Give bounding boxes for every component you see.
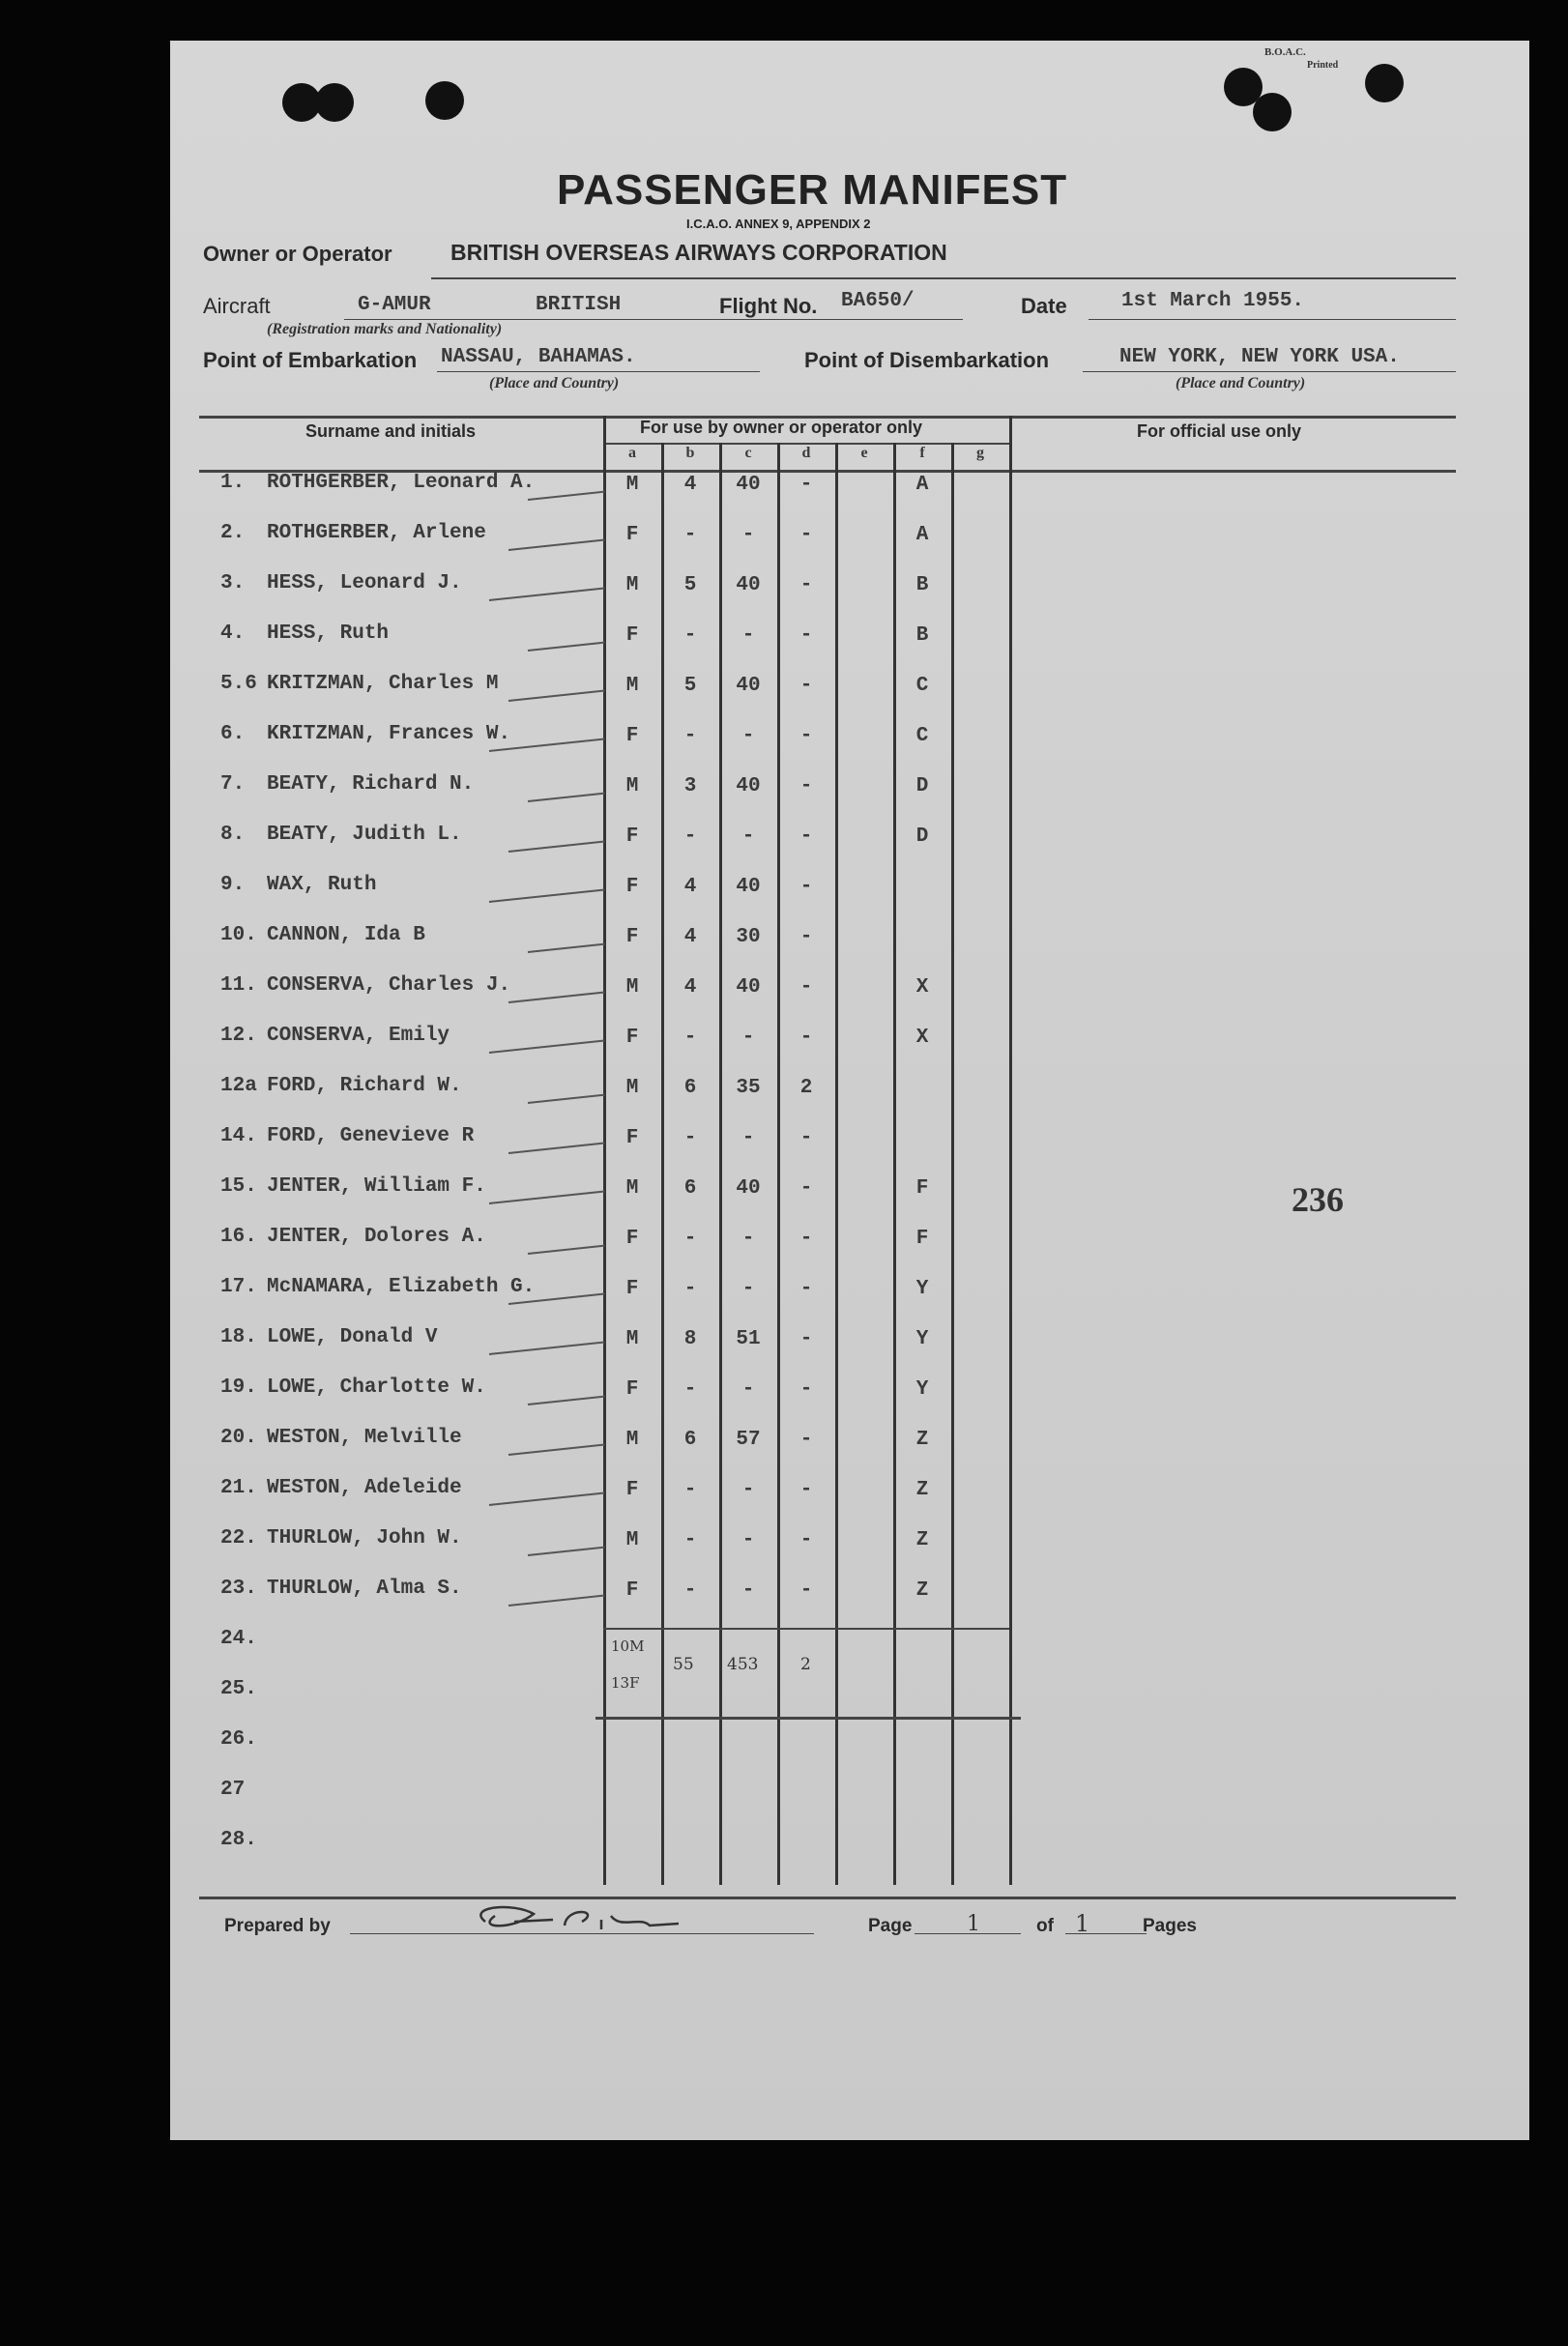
date-underline xyxy=(1089,319,1456,320)
cell-a: M xyxy=(625,976,639,999)
aircraft-label: Aircraft xyxy=(203,294,271,318)
cell-c: 30 xyxy=(736,926,761,948)
aircraft-underline xyxy=(344,319,866,320)
cell-b: 8 xyxy=(683,1328,697,1350)
cell-d: - xyxy=(799,825,813,848)
cell-f: X xyxy=(915,976,929,999)
cell-f: Z xyxy=(915,1479,929,1501)
total-males: 10M xyxy=(611,1637,645,1655)
flight-value: BA650/ xyxy=(841,290,915,312)
table-col-line xyxy=(777,443,780,1885)
cell-c: - xyxy=(741,825,755,848)
cell-a: F xyxy=(625,1027,639,1049)
check-stroke xyxy=(489,1341,605,1355)
check-stroke xyxy=(528,1396,605,1405)
punch-hole-2 xyxy=(315,83,354,122)
cell-c: - xyxy=(741,1278,755,1300)
cell-d: - xyxy=(799,1127,813,1149)
owner-value: BRITISH OVERSEAS AIRWAYS CORPORATION xyxy=(450,240,947,265)
check-stroke xyxy=(508,690,605,702)
sub-col-c: c xyxy=(744,445,752,461)
cell-c: 40 xyxy=(736,1177,761,1200)
cell-c: - xyxy=(741,1579,755,1602)
row-number: 9. xyxy=(220,874,246,896)
passenger-name: WESTON, Melville xyxy=(267,1427,462,1449)
cell-c: 40 xyxy=(736,775,761,797)
sub-col-g: g xyxy=(976,445,984,461)
table-col-line xyxy=(1009,416,1012,1885)
passenger-name: FORD, Genevieve R xyxy=(267,1125,475,1147)
cell-f: F xyxy=(915,1228,929,1250)
row-number: 8. xyxy=(220,824,246,846)
cell-f: C xyxy=(915,675,929,697)
cell-b: - xyxy=(683,725,697,747)
cell-c: - xyxy=(741,524,755,546)
check-stroke xyxy=(528,1245,605,1255)
check-stroke xyxy=(528,793,605,802)
disembarkation-hint: (Place and Country) xyxy=(1176,375,1306,391)
table-col-line xyxy=(661,443,664,1885)
passenger-name: LOWE, Donald V xyxy=(267,1326,438,1348)
date-value: 1st March 1955. xyxy=(1121,290,1305,312)
cell-d: - xyxy=(799,926,813,948)
cell-f: B xyxy=(915,574,929,596)
cell-a: F xyxy=(625,825,639,848)
pages-value: 1 xyxy=(1075,1910,1090,1937)
pages-label: Pages xyxy=(1143,1916,1197,1936)
cell-d: - xyxy=(799,775,813,797)
cell-c: 40 xyxy=(736,574,761,596)
passenger-name: ROTHGERBER, Arlene xyxy=(267,522,486,544)
passenger-name: McNAMARA, Elizabeth G. xyxy=(267,1276,536,1298)
page-label: Page xyxy=(868,1916,913,1936)
cell-f: Z xyxy=(915,1429,929,1451)
passenger-name: KRITZMAN, Charles M xyxy=(267,673,499,695)
cell-a: M xyxy=(625,474,639,496)
sub-col-d: d xyxy=(801,445,811,461)
corner-note: B.O.A.C. xyxy=(1264,46,1306,58)
cell-b: - xyxy=(683,1479,697,1501)
passenger-name: FORD, Richard W. xyxy=(267,1075,462,1097)
cell-b: - xyxy=(683,1579,697,1602)
cell-b: - xyxy=(683,1228,697,1250)
cell-d: - xyxy=(799,624,813,647)
passenger-name: WAX, Ruth xyxy=(267,874,377,896)
row-number: 4. xyxy=(220,623,246,645)
cell-d: - xyxy=(799,1429,813,1451)
cell-b: 4 xyxy=(683,976,697,999)
total-females: 13F xyxy=(611,1674,640,1692)
total-d: 2 xyxy=(800,1655,811,1674)
table-col-line xyxy=(719,443,722,1885)
row-number: 24. xyxy=(220,1628,257,1650)
cell-a: F xyxy=(625,725,639,747)
cell-c: - xyxy=(741,1228,755,1250)
cell-b: - xyxy=(683,524,697,546)
passenger-name: ROTHGERBER, Leonard A. xyxy=(267,472,536,494)
cell-c: - xyxy=(741,1027,755,1049)
cell-b: 5 xyxy=(683,574,697,596)
cell-a: F xyxy=(625,1127,639,1149)
cell-b: - xyxy=(683,1278,697,1300)
cell-a: F xyxy=(625,1228,639,1250)
check-stroke xyxy=(528,943,605,953)
row-number: 19. xyxy=(220,1376,257,1399)
cell-b: - xyxy=(683,1529,697,1551)
cell-b: 3 xyxy=(683,775,697,797)
cell-a: F xyxy=(625,624,639,647)
cell-a: F xyxy=(625,926,639,948)
passenger-name: JENTER, William F. xyxy=(267,1175,486,1198)
row-number: 12. xyxy=(220,1025,257,1047)
passenger-name: CONSERVA, Emily xyxy=(267,1025,450,1047)
check-stroke xyxy=(489,587,605,601)
row-number: 18. xyxy=(220,1326,257,1348)
row-number: 17. xyxy=(220,1276,257,1298)
embarkation-hint: (Place and Country) xyxy=(489,375,620,391)
check-stroke xyxy=(508,1143,605,1154)
cell-b: - xyxy=(683,1378,697,1401)
sub-col-f: f xyxy=(919,445,925,461)
check-stroke xyxy=(489,1492,605,1506)
owner-underline xyxy=(431,277,1456,279)
cell-d: - xyxy=(799,1378,813,1401)
flight-label: Flight No. xyxy=(719,294,818,318)
cell-d: 2 xyxy=(799,1077,813,1099)
embarkation-value: NASSAU, BAHAMAS. xyxy=(441,346,636,368)
disembarkation-value: NEW YORK, NEW YORK USA. xyxy=(1119,346,1400,368)
footer-rule xyxy=(199,1897,1456,1899)
row-number: 27 xyxy=(220,1779,246,1801)
cell-c: - xyxy=(741,1529,755,1551)
cell-c: 51 xyxy=(736,1328,761,1350)
cell-a: M xyxy=(625,574,639,596)
cell-b: - xyxy=(683,1027,697,1049)
cell-d: - xyxy=(799,1278,813,1300)
cell-f: F xyxy=(915,1177,929,1200)
owner-label: Owner or Operator xyxy=(203,242,392,266)
row-number: 28. xyxy=(220,1829,257,1851)
cell-d: - xyxy=(799,675,813,697)
row-number: 21. xyxy=(220,1477,257,1499)
row-number: 12a xyxy=(220,1075,257,1097)
row-number: 3. xyxy=(220,572,246,594)
cell-d: - xyxy=(799,976,813,999)
cell-c: 57 xyxy=(736,1429,761,1451)
passenger-name: KRITZMAN, Frances W. xyxy=(267,723,511,745)
check-stroke xyxy=(508,841,605,853)
aircraft-hint: (Registration marks and Nationality) xyxy=(267,321,503,337)
cell-f: Z xyxy=(915,1529,929,1551)
cell-c: 40 xyxy=(736,675,761,697)
passenger-name: THURLOW, John W. xyxy=(267,1527,462,1550)
check-stroke xyxy=(489,888,605,903)
row-number: 22. xyxy=(220,1527,257,1550)
cell-b: 5 xyxy=(683,675,697,697)
cell-b: 4 xyxy=(683,474,697,496)
row-number: 10. xyxy=(220,924,257,946)
cell-f: X xyxy=(915,1027,929,1049)
check-stroke xyxy=(528,1094,605,1104)
page-title: PASSENGER MANIFEST xyxy=(557,166,1068,214)
totals-bottom-rule xyxy=(595,1717,1021,1720)
of-label: of xyxy=(1036,1916,1054,1936)
sub-col-b: b xyxy=(685,445,695,461)
row-number: 11. xyxy=(220,974,257,997)
cell-d: - xyxy=(799,1177,813,1200)
cell-f: A xyxy=(915,524,929,546)
row-number: 6. xyxy=(220,723,246,745)
cell-a: F xyxy=(625,1579,639,1602)
passenger-name: JENTER, Dolores A. xyxy=(267,1226,486,1248)
check-stroke xyxy=(508,1444,605,1456)
cell-f: B xyxy=(915,624,929,647)
cell-a: M xyxy=(625,1177,639,1200)
row-number: 23. xyxy=(220,1578,257,1600)
cell-b: 6 xyxy=(683,1429,697,1451)
row-number: 7. xyxy=(220,773,246,796)
col-header-name: Surname and initials xyxy=(305,421,477,441)
cell-d: - xyxy=(799,524,813,546)
punch-hole-6 xyxy=(1365,64,1404,102)
disembarkation-underline xyxy=(1083,371,1456,372)
page-subtitle: I.C.A.O. ANNEX 9, APPENDIX 2 xyxy=(686,217,871,231)
punch-hole-5 xyxy=(1253,93,1292,131)
cell-f: Y xyxy=(915,1278,929,1300)
date-label: Date xyxy=(1021,294,1067,318)
row-number: 20. xyxy=(220,1427,257,1449)
cell-b: - xyxy=(683,825,697,848)
passenger-name: HESS, Leonard J. xyxy=(267,572,462,594)
cell-b: 6 xyxy=(683,1077,697,1099)
total-b: 55 xyxy=(673,1655,694,1674)
cell-b: 6 xyxy=(683,1177,697,1200)
cell-c: - xyxy=(741,1479,755,1501)
row-number: 5.6 xyxy=(220,673,257,695)
aircraft-nationality: BRITISH xyxy=(536,294,622,316)
cell-a: M xyxy=(625,1529,639,1551)
cell-f: A xyxy=(915,474,929,496)
passenger-name: CONSERVA, Charles J. xyxy=(267,974,511,997)
cell-f: Z xyxy=(915,1579,929,1602)
cell-f: C xyxy=(915,725,929,747)
cell-d: - xyxy=(799,725,813,747)
row-number: 1. xyxy=(220,472,246,494)
row-number: 25. xyxy=(220,1678,257,1700)
cell-a: M xyxy=(625,1328,639,1350)
corner-note-printed: Printed xyxy=(1307,60,1339,71)
cell-f: Y xyxy=(915,1328,929,1350)
totals-top-rule xyxy=(603,1628,1009,1630)
embarkation-label: Point of Embarkation xyxy=(203,348,418,372)
row-number: 26. xyxy=(220,1728,257,1751)
cell-a: M xyxy=(625,775,639,797)
passenger-name: CANNON, Ida B xyxy=(267,924,425,946)
sub-col-a: a xyxy=(628,445,636,461)
prepared-by-label: Prepared by xyxy=(224,1916,331,1936)
aircraft-value: G-AMUR xyxy=(358,294,431,316)
cell-f: Y xyxy=(915,1378,929,1401)
cell-a: M xyxy=(625,675,639,697)
passenger-name: LOWE, Charlotte W. xyxy=(267,1376,486,1399)
check-stroke xyxy=(528,642,605,652)
cell-f: D xyxy=(915,825,929,848)
check-stroke xyxy=(508,992,605,1003)
cell-c: - xyxy=(741,725,755,747)
cell-b: 4 xyxy=(683,926,697,948)
cell-a: F xyxy=(625,1479,639,1501)
row-number: 15. xyxy=(220,1175,257,1198)
disembarkation-label: Point of Disembarkation xyxy=(804,348,1050,372)
passenger-name: BEATY, Judith L. xyxy=(267,824,462,846)
row-number: 2. xyxy=(220,522,246,544)
cell-d: - xyxy=(799,1228,813,1250)
cell-c: - xyxy=(741,1378,755,1401)
punch-hole-3 xyxy=(425,81,464,120)
row-number: 16. xyxy=(220,1226,257,1248)
signature xyxy=(456,1897,717,1939)
cell-c: - xyxy=(741,624,755,647)
page-value: 1 xyxy=(967,1912,980,1936)
official-number: 236 xyxy=(1292,1180,1344,1219)
table-col-line xyxy=(893,443,896,1885)
cell-c: 35 xyxy=(736,1077,761,1099)
col-header-owner: For use by owner or operator only xyxy=(640,418,923,437)
cell-d: - xyxy=(799,474,813,496)
cell-c: 40 xyxy=(736,474,761,496)
passenger-name: HESS, Ruth xyxy=(267,623,390,645)
cell-d: - xyxy=(799,1027,813,1049)
check-stroke xyxy=(528,1547,605,1556)
cell-b: - xyxy=(683,624,697,647)
cell-d: - xyxy=(799,574,813,596)
col-header-official: For official use only xyxy=(1137,421,1302,441)
manifest-sheet xyxy=(170,41,1529,2140)
table-col-line xyxy=(835,443,838,1885)
table-col-line xyxy=(951,443,954,1885)
cell-c: 40 xyxy=(736,876,761,898)
cell-b: 4 xyxy=(683,876,697,898)
cell-d: - xyxy=(799,1479,813,1501)
flight-underline xyxy=(837,319,963,320)
check-stroke xyxy=(508,1595,605,1607)
sub-col-e: e xyxy=(860,445,868,461)
cell-a: F xyxy=(625,876,639,898)
cell-a: M xyxy=(625,1077,639,1099)
check-stroke xyxy=(508,539,605,551)
check-stroke xyxy=(489,1190,605,1204)
passenger-name: BEATY, Richard N. xyxy=(267,773,475,796)
cell-d: - xyxy=(799,1328,813,1350)
check-stroke xyxy=(489,1039,605,1054)
cell-a: M xyxy=(625,1429,639,1451)
passenger-name: WESTON, Adeleide xyxy=(267,1477,462,1499)
cell-c: 40 xyxy=(736,976,761,999)
passenger-name: THURLOW, Alma S. xyxy=(267,1578,462,1600)
cell-a: F xyxy=(625,1278,639,1300)
cell-d: - xyxy=(799,1529,813,1551)
cell-d: - xyxy=(799,1579,813,1602)
cell-d: - xyxy=(799,876,813,898)
cell-a: F xyxy=(625,1378,639,1401)
check-stroke xyxy=(528,491,605,501)
cell-c: - xyxy=(741,1127,755,1149)
embarkation-underline xyxy=(437,371,760,372)
cell-b: - xyxy=(683,1127,697,1149)
cell-a: F xyxy=(625,524,639,546)
total-c: 453 xyxy=(727,1655,759,1674)
cell-f: D xyxy=(915,775,929,797)
row-number: 14. xyxy=(220,1125,257,1147)
